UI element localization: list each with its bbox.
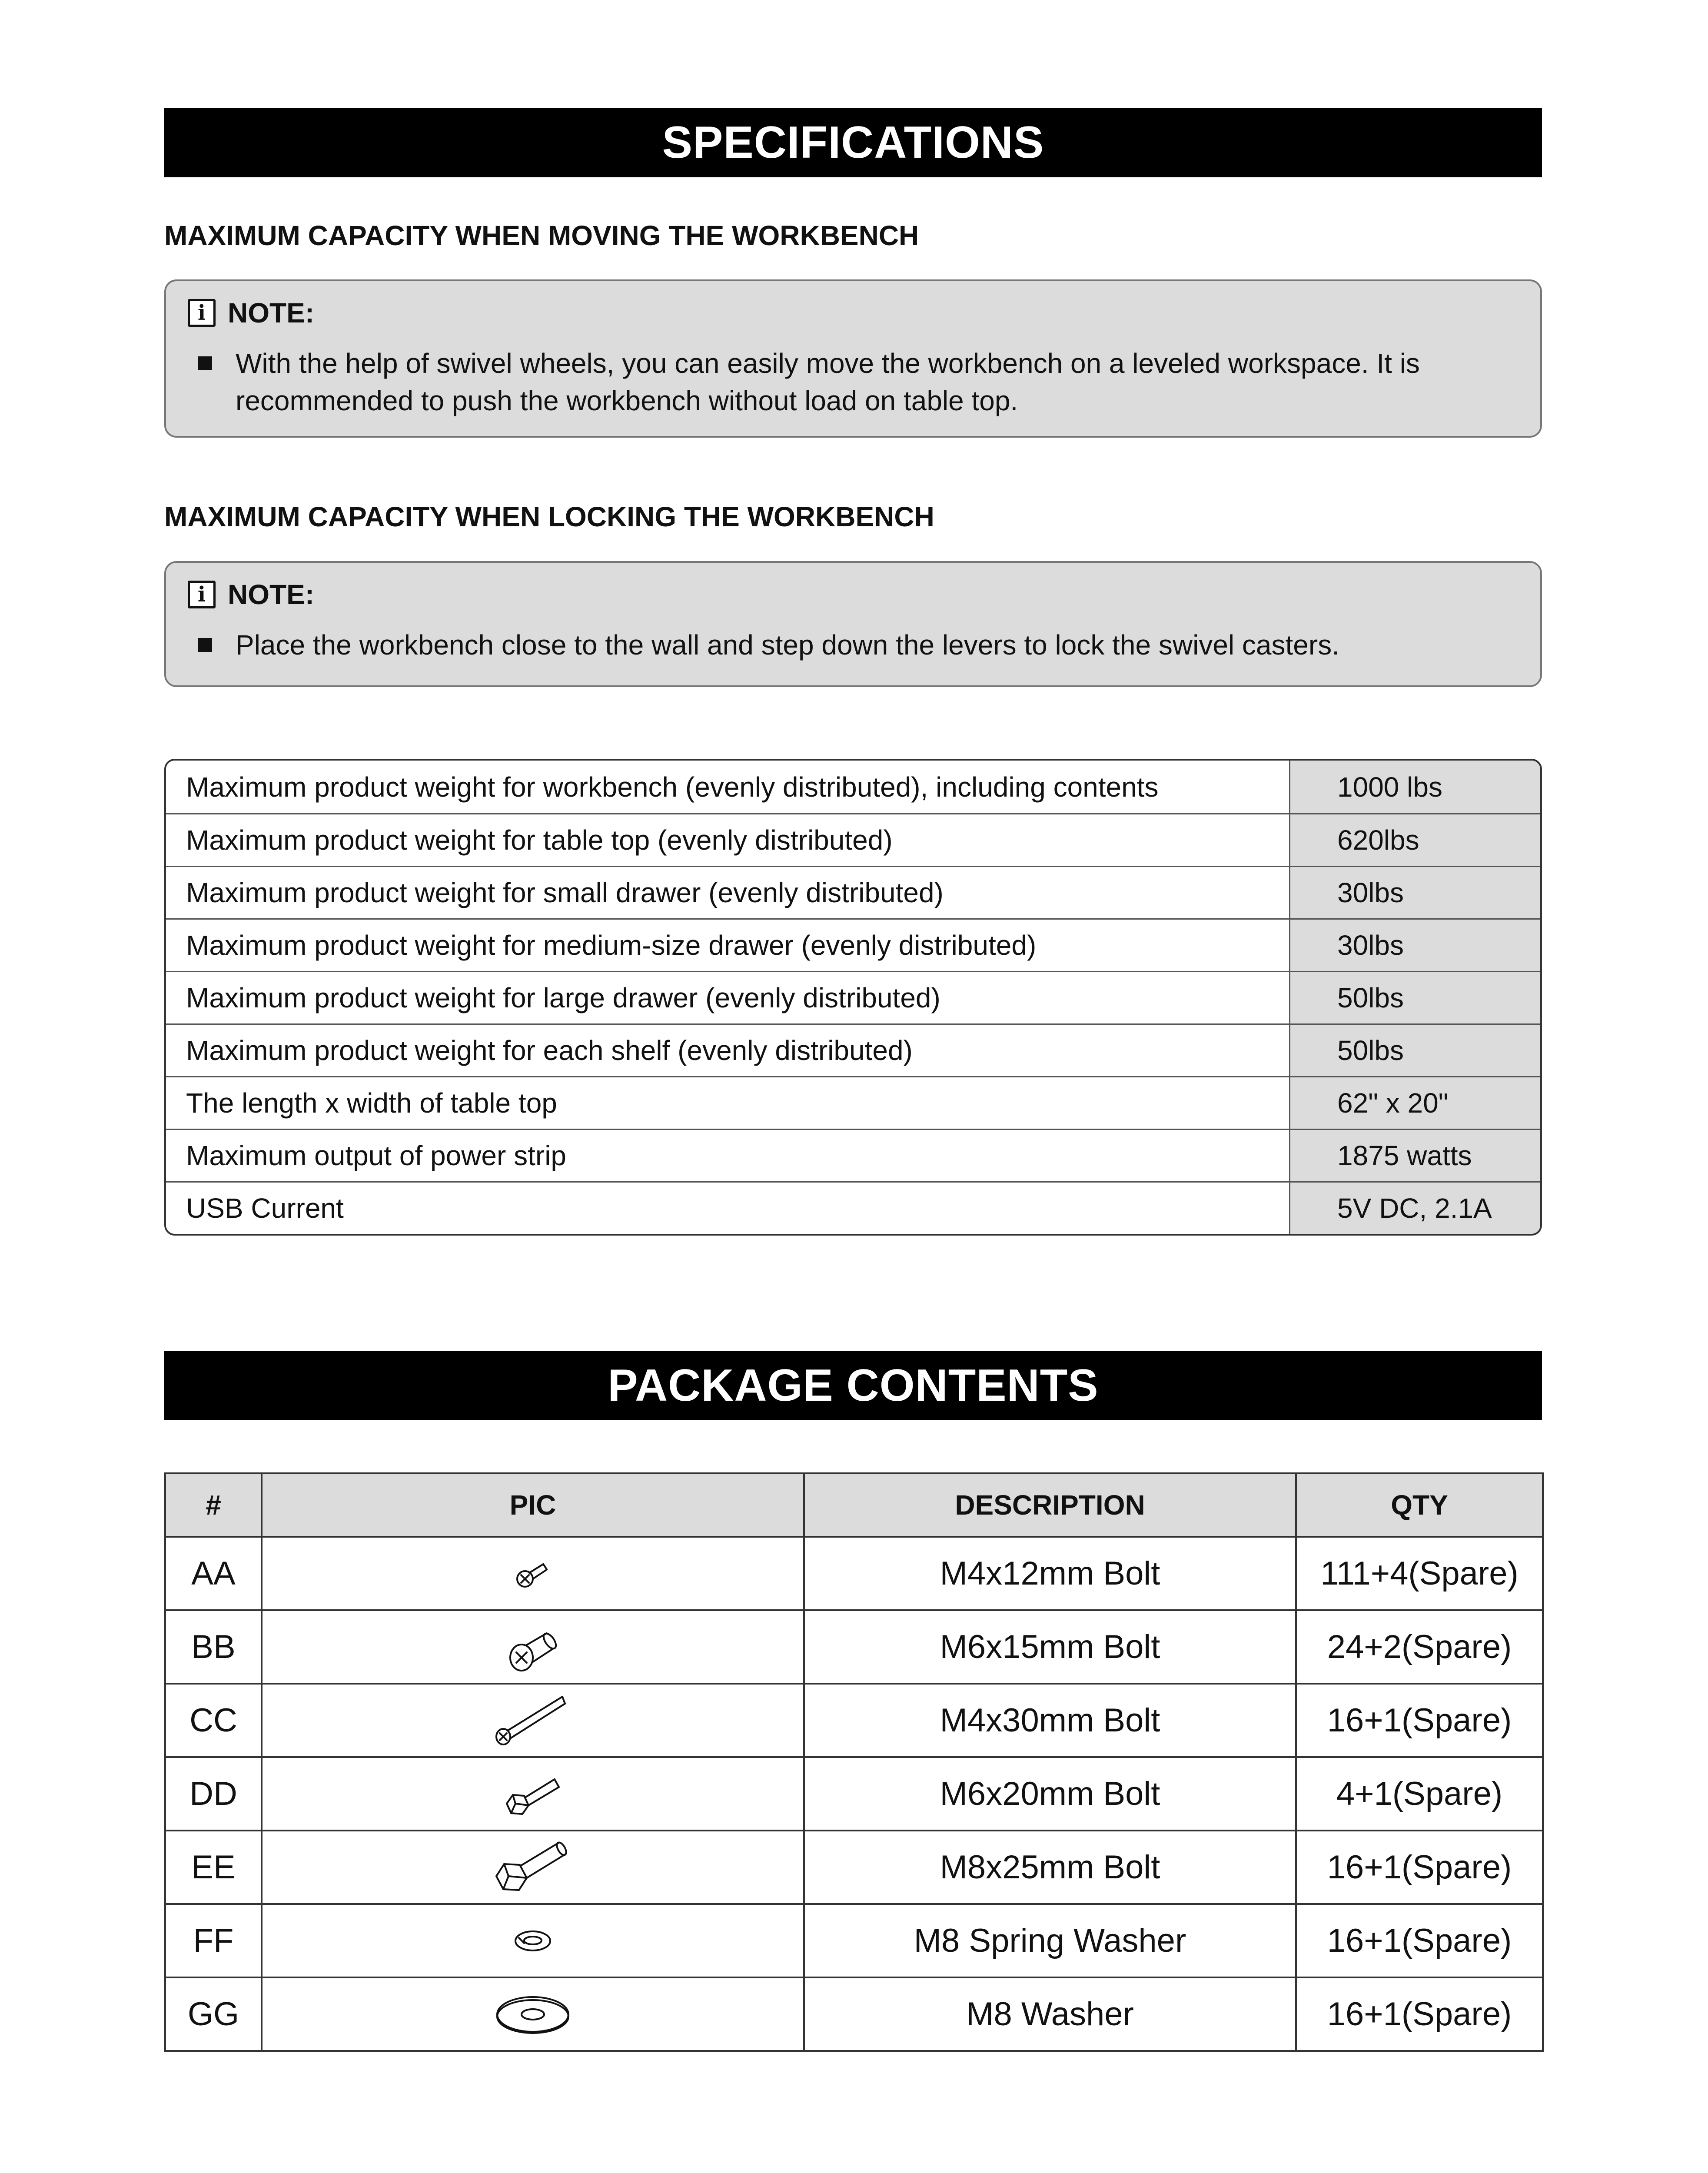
specifications-table <box>164 759 1542 1236</box>
part-pic <box>262 1831 804 1904</box>
part-id: CC <box>165 1684 262 1757</box>
table-row <box>165 1904 1543 1977</box>
part-qty: 16+1(Spare) <box>1296 1831 1543 1904</box>
moving-note-box <box>164 279 1542 438</box>
note-header <box>188 578 1519 611</box>
part-id: GG <box>165 1977 262 2051</box>
table-row <box>165 1831 1543 1904</box>
flat-washer-icon <box>489 1990 576 2038</box>
part-description: M8 Washer <box>804 1977 1296 2051</box>
spec-label: Maximum product weight for each shelf (evenly distributed) <box>166 1025 1290 1076</box>
locking-capacity-heading: MAXIMUM CAPACITY WHEN LOCKING THE WORKBENCH <box>164 501 934 532</box>
table-row <box>165 1610 1543 1684</box>
long-screw-icon <box>485 1688 581 1753</box>
spec-value: 30lbs <box>1290 867 1540 918</box>
package-contents-title: PACKAGE CONTENTS <box>608 1360 1099 1411</box>
spec-value: 1000 lbs <box>1290 761 1540 813</box>
table-row <box>166 1023 1540 1076</box>
part-qty: 24+2(Spare) <box>1296 1610 1543 1684</box>
info-icon: i <box>188 299 216 327</box>
square-bullet-icon <box>198 356 212 370</box>
info-icon: i <box>188 581 216 608</box>
part-description: M4x30mm Bolt <box>804 1684 1296 1757</box>
large-hex-bolt-icon <box>485 1833 581 1902</box>
part-description: M8 Spring Washer <box>804 1904 1296 1977</box>
part-pic <box>262 1610 804 1684</box>
column-header-qty: QTY <box>1296 1473 1543 1537</box>
package-contents-table <box>164 1472 1544 2052</box>
part-description: M6x20mm Bolt <box>804 1757 1296 1831</box>
table-row <box>166 918 1540 971</box>
spec-label: Maximum product weight for large drawer (evenly distributed) <box>166 972 1290 1023</box>
screw-icon <box>489 1617 576 1678</box>
table-row <box>166 813 1540 866</box>
part-id: AA <box>165 1537 262 1610</box>
table-row <box>165 1757 1543 1831</box>
part-pic <box>262 1904 804 1977</box>
table-header-row <box>165 1473 1543 1537</box>
table-row <box>165 1684 1543 1757</box>
note-text: With the help of swivel wheels, you can easily move the workbench on a leveled workspace. It is recommended to push the workbench without load on table top. <box>236 348 1420 416</box>
spec-label: Maximum product weight for workbench (evenly distributed), including contents <box>166 761 1290 813</box>
specifications-title: SPECIFICATIONS <box>662 117 1044 168</box>
table-row <box>166 1181 1540 1234</box>
locking-note-box <box>164 561 1542 687</box>
spec-label: The length x width of table top <box>166 1077 1290 1129</box>
note-label: NOTE: <box>228 297 315 329</box>
part-qty: 16+1(Spare) <box>1296 1904 1543 1977</box>
part-id: EE <box>165 1831 262 1904</box>
spec-label: Maximum product weight for medium-size drawer (evenly distributed) <box>166 920 1290 971</box>
spring-washer-icon <box>507 1921 559 1960</box>
spec-value: 620lbs <box>1290 814 1540 866</box>
part-description: M6x15mm Bolt <box>804 1610 1296 1684</box>
spec-value: 50lbs <box>1290 1025 1540 1076</box>
part-description: M4x12mm Bolt <box>804 1537 1296 1610</box>
note-header <box>188 297 1519 329</box>
spec-value: 5V DC, 2.1A <box>1290 1183 1540 1234</box>
spec-label: Maximum product weight for small drawer (evenly distributed) <box>166 867 1290 918</box>
part-pic <box>262 1757 804 1831</box>
column-header-id: # <box>165 1473 262 1537</box>
hex-bolt-icon <box>489 1764 576 1824</box>
spec-value: 50lbs <box>1290 972 1540 1023</box>
part-pic <box>262 1684 804 1757</box>
specifications-banner <box>164 108 1542 177</box>
package-contents-banner <box>164 1351 1542 1420</box>
part-description: M8x25mm Bolt <box>804 1831 1296 1904</box>
moving-capacity-heading: MAXIMUM CAPACITY WHEN MOVING THE WORKBENCH <box>164 220 919 251</box>
part-pic <box>262 1537 804 1610</box>
spec-label: Maximum product weight for table top (evenly distributed) <box>166 814 1290 866</box>
note-bullet-item <box>188 345 1519 419</box>
note-bullet-item <box>188 626 1519 664</box>
part-qty: 16+1(Spare) <box>1296 1684 1543 1757</box>
note-text: Place the workbench close to the wall and step down the levers to lock the swivel casters. <box>236 629 1339 661</box>
part-id: BB <box>165 1610 262 1684</box>
part-qty: 16+1(Spare) <box>1296 1977 1543 2051</box>
spec-label: USB Current <box>166 1183 1290 1234</box>
small-screw-icon <box>498 1548 568 1600</box>
part-qty: 4+1(Spare) <box>1296 1757 1543 1831</box>
part-qty: 111+4(Spare) <box>1296 1537 1543 1610</box>
column-header-pic: PIC <box>262 1473 804 1537</box>
table-row <box>165 1537 1543 1610</box>
square-bullet-icon <box>198 638 212 652</box>
part-id: FF <box>165 1904 262 1977</box>
spec-value: 1875 watts <box>1290 1130 1540 1181</box>
spec-value: 62" x 20" <box>1290 1077 1540 1129</box>
table-row <box>166 1129 1540 1181</box>
spec-value: 30lbs <box>1290 920 1540 971</box>
part-pic <box>262 1977 804 2051</box>
table-row <box>165 1977 1543 2051</box>
table-row <box>166 1076 1540 1129</box>
spec-label: Maximum output of power strip <box>166 1130 1290 1181</box>
part-id: DD <box>165 1757 262 1831</box>
table-row <box>166 971 1540 1023</box>
table-row <box>166 866 1540 918</box>
column-header-description: DESCRIPTION <box>804 1473 1296 1537</box>
note-label: NOTE: <box>228 579 315 610</box>
table-row <box>166 761 1540 813</box>
